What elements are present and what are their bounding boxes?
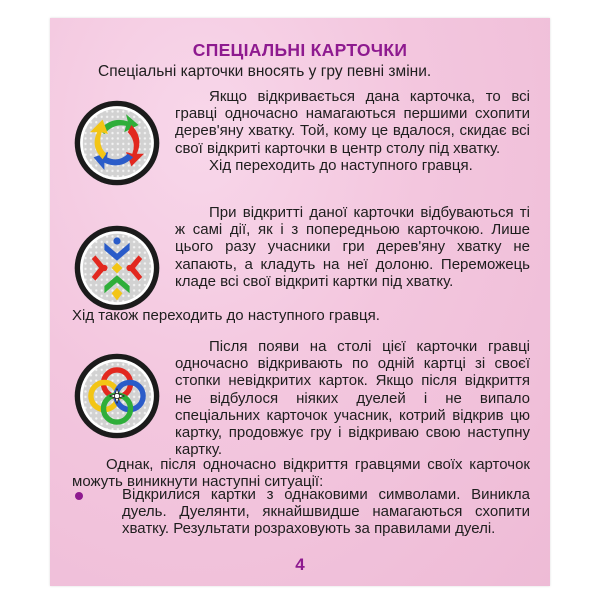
card1-description xyxy=(175,88,530,174)
card1-next-turn: Хід переходить до наступного гравця. xyxy=(209,156,473,174)
page-number: 4 xyxy=(295,555,305,574)
folk-ornament-card-icon xyxy=(72,223,162,313)
situations-text: Однак, після одночасно відкриття гравцями своїх карточок можуть виникнути наступні ситуації: xyxy=(72,456,530,491)
bullet-icon xyxy=(75,492,83,500)
bullet-duel-text: Відкрилися картки з однаковими символами. Виникла дуель. Дуелянти, якнайшвидше намагаються схопити хватку. Результати розраховують за правилами дуелі. xyxy=(122,486,530,538)
page-title: СПЕЦІАЛЬНІ КАРТОЧКИ xyxy=(192,40,408,60)
swirl-arrows-card-icon xyxy=(72,98,162,188)
rings-card-icon xyxy=(72,351,162,441)
card3-description xyxy=(175,338,530,458)
booklet-page xyxy=(50,18,550,586)
card2-next-turn: Хід також переходить до наступного гравця. xyxy=(72,307,380,324)
intro-text: Спеціальні карточки вносять у гру певні зміни. xyxy=(98,63,432,80)
card3-text: Після появи на столі цієї карточки гравці одночасно відкривають по одній картці зі своєї стопки невідкритих карток. Якщо після відкриття не відбулося ніяких дуелей і не випало спеціальних карточок учасник, котрий відкрив цю картку, продовжує гру і відкриваю свою наступну картку. xyxy=(175,338,530,459)
card1-text: Якщо відкривається дана карточка, то всі гравці одночасно намагаються першими схопити дерев'яну хватку. Той, кому це вдалося, скидає всі свої відкриті карточки в центр столу під хватку. xyxy=(175,88,530,157)
card2-text: При відкритті даної карточки відбуваються ті ж самі дії, як і з попередньою карточкою. Лише цього разу учасники гри дерев'яну хватку не хапають, а кладуть на неї долоню. Переможець кладе всі свої відкриті картки під хватку. xyxy=(175,204,530,290)
card2-description xyxy=(175,204,530,290)
